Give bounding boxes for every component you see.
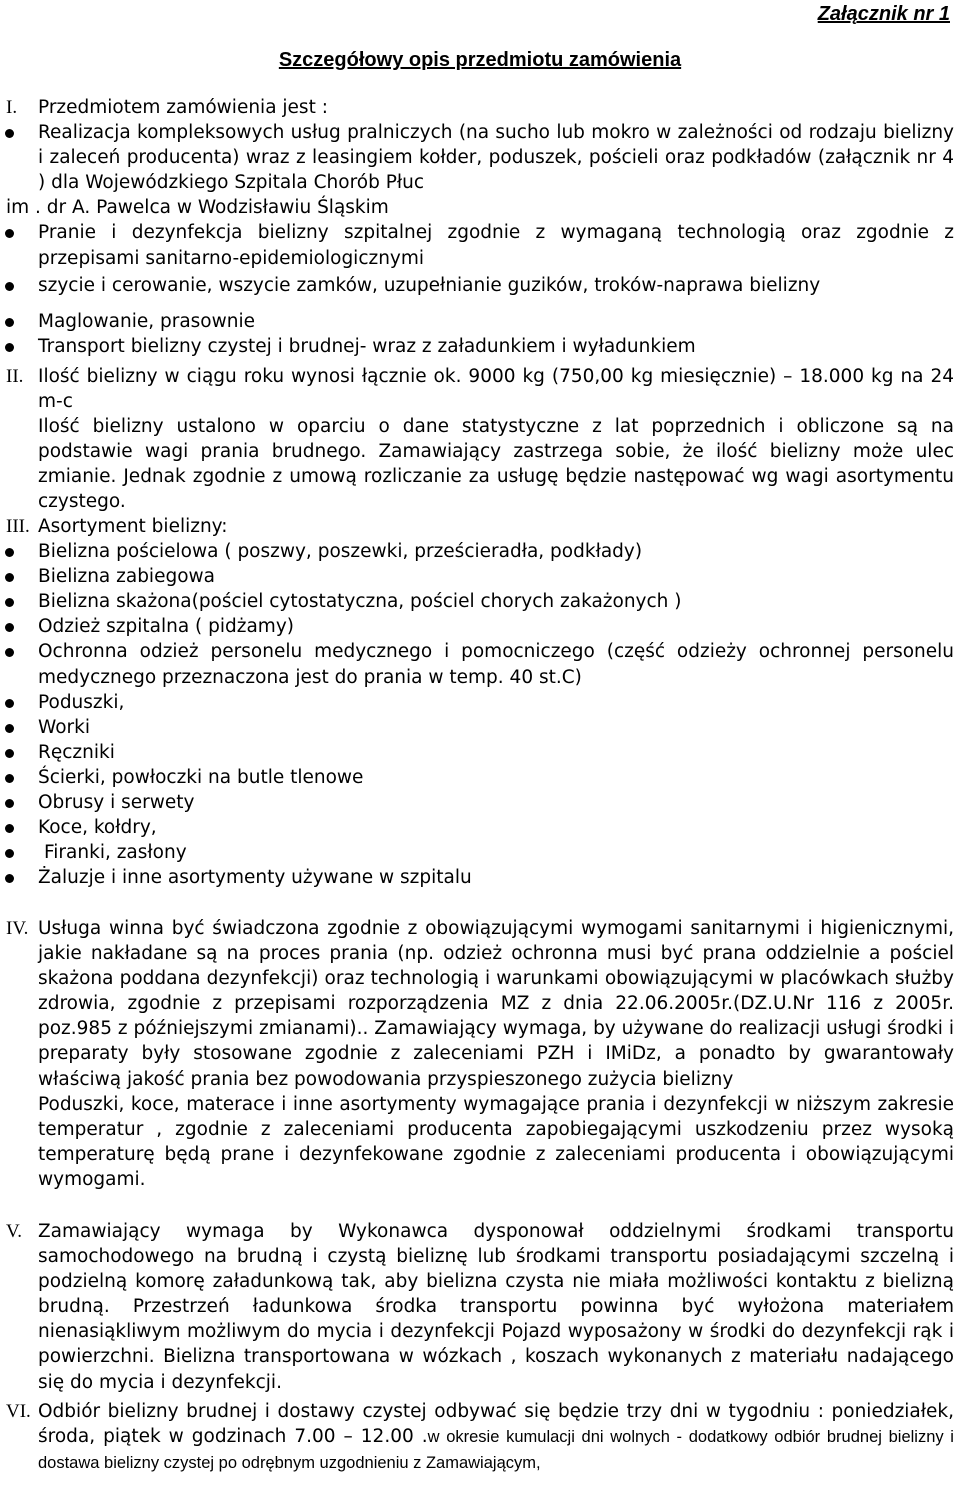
section-2	[0, 364, 960, 515]
annex-label: Załącznik nr 1	[817, 3, 950, 25]
section-1	[0, 95, 960, 359]
section-5-paragraph: V. Zamawiający wymaga by Wykonawca dysponował oddzielnymi środkami transportu samochodowego na brudną i czystą bieliznę lub środkami transportu posiadającymi szczelną i podzielną komorę załadunkową tak, aby bielizna czysta nie miała możliwości kontaktu z bielizną brudną. Przestrzeń ładunkowa środka transportu powinna być wyłożona materiałem nienasiąkliwym możliwym do mycia i dezynfekcji Pojazd wyposażony w środki do dezynfekcji rąk i powierzchni. Bielizna transportowana w wózkach , koszach wykonanych z materiału nadającego się do mycia i dezynfekcji.	[6, 1221, 954, 1393]
section-numeral: II.	[6, 366, 24, 387]
section-3-heading: III. Asortyment bielizny:	[0, 514, 960, 539]
list-item: Worki	[0, 715, 960, 740]
list-item: Obrusy i serwety	[0, 790, 960, 815]
bullet-icon	[5, 343, 14, 352]
bullet-icon	[5, 548, 14, 557]
bullet-icon	[5, 229, 14, 238]
bullet-icon	[5, 573, 14, 582]
bullet-icon	[5, 699, 14, 708]
document-title: Szczegółowy opis przedmiotu zamówienia	[278, 49, 682, 71]
bullet-icon	[5, 849, 14, 858]
bullet-icon	[5, 598, 14, 607]
list-item: Ochronna odzież personelu medycznego i pomocniczego (część odzieży ochronnej personelu medycznego przeznaczona jest do prania w temp. 40 st.C)	[0, 639, 960, 689]
list-item: Koce, kołdry,	[0, 815, 960, 840]
bullet-icon	[5, 648, 14, 657]
bullet-icon	[5, 724, 14, 733]
bullet-icon	[5, 874, 14, 883]
bullet-icon	[5, 129, 14, 138]
section-4-paragraph: IV. Usługa winna być świadczona zgodnie z obowiązującymi wymogami sanitarnymi i higienicznymi, jakie nakładane są na proces prania (np. odzież ochronna musi być prana oddzielnie a pościel skażona poddana dezynfekcji) oraz technologią i warunkami obowiązującymi w placówkach służby zdrowia, zgodnie z przepisami rozporządzenia MZ z dnia 22.06.2005r.(DZ.U.Nr 116 z 2005r. poz.985 z późniejszymi zmianami).. Zamawiający wymaga, by używane do realizacji usługi środki i preparaty były stosowane zgodnie z zaleceniami PZH i IMiDz, a ponadto by gwarantowały właściwą jakość prania bez powodowania przyspieszonego zużycia bielizny	[6, 918, 954, 1090]
section-numeral: V.	[6, 1221, 23, 1242]
list-item-continuation: im . dr A. Pawelca w Wodzisławiu Śląskim	[6, 197, 389, 219]
section-6	[0, 1399, 960, 1476]
list-item: Maglowanie, prasownie	[0, 309, 960, 334]
section-3	[0, 514, 960, 890]
list-item: Pranie i dezynfekcja bielizny szpitalnej zgodnie z wymaganą technologią oraz zgodnie z przepisami sanitarno-epidemiologicznymi	[0, 220, 960, 270]
section-5	[0, 1219, 960, 1395]
list-item: Poduszki,	[0, 690, 960, 715]
bullet-icon	[5, 749, 14, 758]
section-numeral: I.	[6, 97, 18, 118]
bullet-icon	[5, 774, 14, 783]
section-2-paragraph: II. Ilość bielizny w ciągu roku wynosi łącznie ok. 9000 kg (750,00 kg miesięcznie) – 18.000 kg na 24 m-c	[6, 366, 954, 413]
list-item: Ścierki, powłoczki na butle tlenowe	[0, 765, 960, 790]
bullet-icon	[5, 623, 14, 632]
list-item: Bielizna pościelowa ( poszwy, poszewki, prześcieradła, podkłady)	[0, 539, 960, 564]
bullet-icon	[5, 799, 14, 808]
bullet-icon	[5, 824, 14, 833]
list-item: Transport bielizny czystej i brudnej- wraz z załadunkiem i wyładunkiem	[0, 334, 960, 359]
list-item: Ręczniki	[0, 740, 960, 765]
list-item: Żaluzje i inne asortymenty używane w szpitalu	[0, 865, 960, 890]
list-item: Firanki, zasłony	[0, 840, 960, 865]
bullet-icon	[5, 318, 14, 327]
list-item: szycie i cerowanie, wszycie zamków, uzupełnianie guzików, troków-naprawa bielizny	[0, 273, 960, 298]
section-numeral: III.	[6, 516, 30, 537]
list-item: Odzież szpitalna ( pidżamy)	[0, 614, 960, 639]
section-4-paragraph: Poduszki, koce, materace i inne asortymenty wymagające prania i dezynfekcji w niższym zakresie temperatur , zgodnie z zaleceniami producenta zapobiegającymi uszkodzeniu przez wysoką temperaturę będą prane i dezynfekowane zgodnie z zaleceniami producenta i obowiązującymi wymogami.	[38, 1093, 954, 1190]
section-1-heading: I. Przedmiotem zamówienia jest :	[0, 95, 960, 120]
section-2-paragraph: Ilość bielizny ustalono w oparciu o dane statystyczne z lat poprzednich i obliczone są na podstawie wagi prania brudnego. Zamawiający zastrzega sobie, że ilość bielizny może ulec zmianie. Jednak zgodnie z umową rozliczanie za usługę będzie następować wg wagi asortymentu czystego.	[38, 416, 954, 513]
section-6-paragraph: VI. Odbiór bielizny brudnej i dostawy czystej odbywać się będzie trzy dni w tygodniu : poniedziałek, środa, piątek w godzinach 7.00 – 12.00 .w okresie kumulacji dni wolnych - dodatkowy odbiór brudnej bielizny i dostawa bielizny czystej po odrębnym uzgodnieniu z Zamawiającym,	[6, 1401, 954, 1473]
section-numeral: IV.	[6, 918, 29, 939]
section-4	[0, 916, 960, 1192]
section-numeral: VI.	[6, 1401, 31, 1422]
list-item: Bielizna skażona(pościel cytostatyczna, pościel chorych zakażonych )	[0, 589, 960, 614]
list-item: Bielizna zabiegowa	[0, 564, 960, 589]
bullet-icon	[5, 282, 14, 291]
list-item: Realizacja kompleksowych usług pralniczych (na sucho lub mokro w zależności od rodzaju bielizny i zaleceń producenta) wraz z leasingiem kołder, poduszek, pościeli oraz podkładów (załącznik nr 4 ) dla Wojewódzkiego Szpitala Chorób Płuc	[0, 120, 960, 195]
